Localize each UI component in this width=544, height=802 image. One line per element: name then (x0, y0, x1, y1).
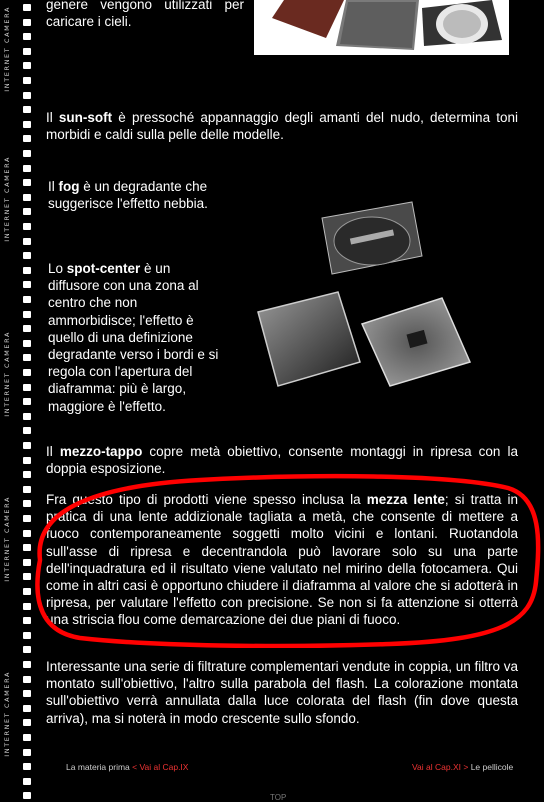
film-hole (23, 208, 31, 215)
film-strip (0, 0, 34, 800)
paragraph-mezzo-tappo: Il mezzo-tappo copre metà obiettivo, consente montaggi in ripresa con la doppia esposizione. (46, 444, 518, 477)
film-hole (23, 19, 31, 26)
film-hole (23, 588, 31, 595)
film-hole (23, 267, 31, 274)
film-hole (23, 62, 31, 69)
film-hole (23, 165, 31, 172)
term-fog: fog (58, 179, 80, 194)
footer-prev-text: La materia prima (66, 762, 130, 772)
term-spot-center: spot-center (66, 261, 141, 276)
film-hole (23, 223, 31, 230)
film-hole (23, 661, 31, 668)
film-hole (23, 354, 31, 361)
film-hole (23, 515, 31, 522)
film-hole (23, 427, 31, 434)
film-hole (23, 457, 31, 464)
film-hole (23, 486, 31, 493)
film-hole (23, 705, 31, 712)
paragraph-coppia: Interessante una serie di filtrature complementari vendute in coppia, un filtro va montato sull'obiettivo, l'altro sulla parabola del flash. La colorazione montata sull'obiettivo verrà annullata dalla luce colorata del flash (fin dove questa arriva), ma si noterà in modo crescente sullo sfondo. (46, 659, 519, 726)
film-hole (23, 792, 31, 799)
paragraph-fog: Il fog è un degradante che suggerisce l'effetto nebbia. (48, 179, 208, 212)
next-chapter-link[interactable]: Vai al Cap.XI > (412, 762, 469, 772)
film-hole (23, 471, 31, 478)
film-hole (23, 690, 31, 697)
film-hole (23, 92, 31, 99)
film-strip-label: INTERNET CAMERA (3, 331, 11, 417)
footer-next (412, 762, 513, 772)
footer-prev (66, 762, 188, 772)
film-hole (23, 121, 31, 128)
film-hole (23, 544, 31, 551)
prev-chapter-link[interactable]: < Vai al Cap.IX (132, 762, 189, 772)
film-hole (23, 150, 31, 157)
film-hole (23, 500, 31, 507)
film-hole (23, 252, 31, 259)
film-strip-label: INTERNET CAMERA (3, 496, 11, 582)
term-mezza-lente: mezza lente (366, 492, 445, 507)
film-hole (23, 632, 31, 639)
film-hole (23, 311, 31, 318)
film-hole (23, 763, 31, 770)
film-hole (23, 281, 31, 288)
footer-next-text: Le pellicole (470, 762, 514, 772)
film-hole (23, 106, 31, 113)
top-link[interactable]: TOP (270, 793, 287, 802)
film-hole (23, 369, 31, 376)
film-hole (23, 617, 31, 624)
film-hole (23, 719, 31, 726)
film-hole (23, 340, 31, 347)
film-hole (23, 646, 31, 653)
filter-photo-spot-fog (222, 196, 522, 402)
film-hole (23, 4, 31, 11)
film-hole (23, 573, 31, 580)
film-hole (23, 296, 31, 303)
film-hole (23, 778, 31, 785)
film-strip-label: INTERNET CAMERA (3, 156, 11, 242)
filter-photo-top (254, 0, 509, 55)
film-hole (23, 603, 31, 610)
term-sunsoft: sun-soft (58, 110, 113, 125)
paragraph-mezza-lente: Fra questo tipo di prodotti viene spesso inclusa la mezza lente; si tratta in pratica di una lente addizionale tagliata a metà, che consente di mettere a fuoco contemporaneamente soggetti molto vicini e lontani. Ruotandola sull'asse di ripresa e decentrandola può lavorare solo su una parte dell'inquadratura ed il risultato viene valutato nel mirino della fotocamera. Qui come in altri casi è opportuno chiudere il diaframma al valore che si adotterà in ripresa, per valutare l'effetto con precisione. Se non si fa attenzione si otterrà una striscia flou come demarcazione dei due piani di fuoco. (46, 492, 518, 628)
film-hole (23, 48, 31, 55)
term-mezzo-tappo: mezzo-tappo (59, 444, 143, 459)
film-hole (23, 135, 31, 142)
film-hole (23, 676, 31, 683)
film-hole (23, 77, 31, 84)
film-hole (23, 559, 31, 566)
film-strip-label: INTERNET CAMERA (3, 6, 11, 92)
film-hole (23, 442, 31, 449)
film-hole (23, 530, 31, 537)
film-hole (23, 33, 31, 40)
film-hole (23, 179, 31, 186)
film-hole (23, 398, 31, 405)
film-hole (23, 194, 31, 201)
film-hole (23, 384, 31, 391)
film-strip-label: INTERNET CAMERA (3, 671, 11, 757)
filter-image (254, 0, 509, 55)
film-hole (23, 749, 31, 756)
film-hole (23, 734, 31, 741)
film-hole (23, 325, 31, 332)
paragraph-spot-center: Lo spot-center è un diffusore con una zona al centro che non ammorbidisce; l'effetto è quello di una definizione degradante verso i bordi e si regola con l'apertura del diaframma: più è largo, maggiore è l'effetto. (48, 261, 219, 414)
film-hole (23, 238, 31, 245)
paragraph-sunsoft: Il sun-soft è pressoché appannaggio degli amanti del nudo, determina toni morbidi e caldi sulla pelle delle modelle. (46, 110, 518, 143)
film-hole (23, 413, 31, 420)
paragraph-top: genere vengono utilizzati per caricare i cieli. (46, 0, 244, 30)
